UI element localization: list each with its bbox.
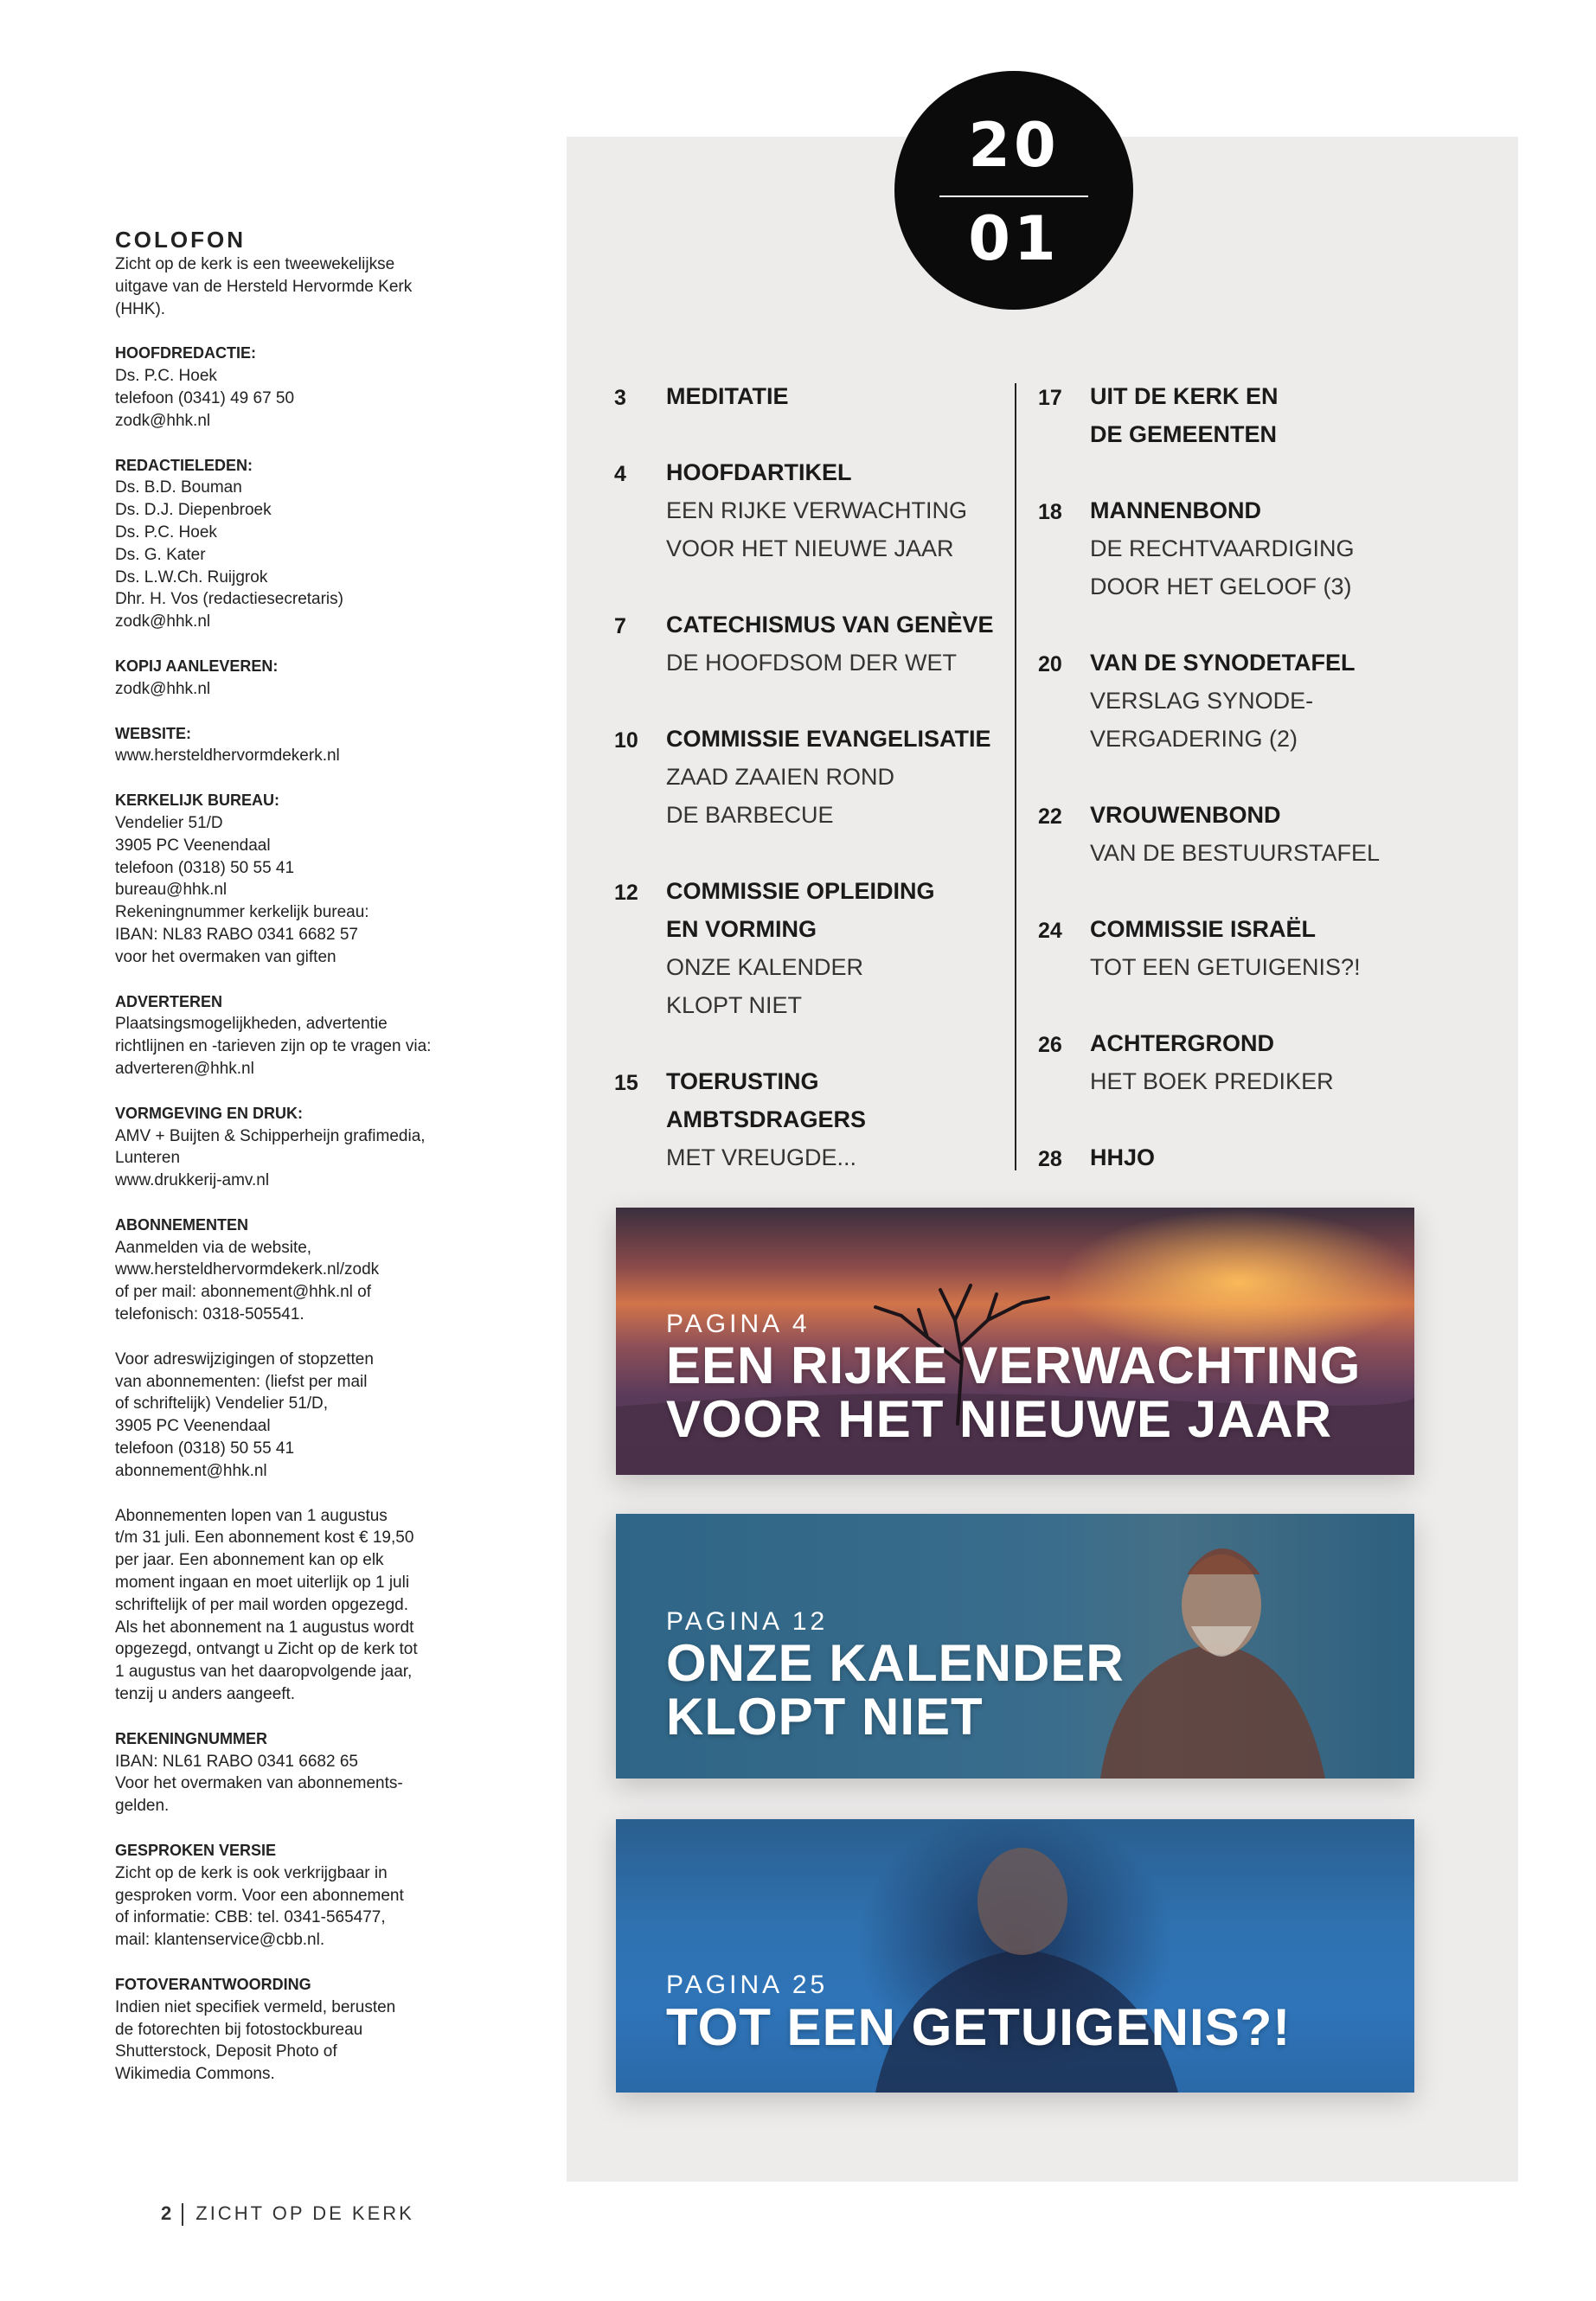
toc-subtitle: EEN RIJKE VERWACHTING [666,497,968,523]
toc-entry[interactable] [611,1062,1017,1176]
toc-divider [1015,383,1016,1170]
toc-page-number: 28 [1038,1147,1062,1171]
toc-entry[interactable] [611,720,1017,834]
toc-subtitle: KLOPT NIET [666,992,803,1018]
colofon-hoofdredactie: HOOFDREDACTIE: Ds. P.C. Hoek telefoon (0341) 49 67 50 zodk@hhk.nl [115,344,295,430]
toc-page-number: 20 [1038,652,1062,676]
toc-title: UIT DE KERK EN [1090,383,1279,409]
colofon-website: WEBSITE: www.hersteldhervormdekerk.nl [115,724,340,766]
toc-title: VROUWENBOND [1090,802,1281,828]
toc-page-number: 3 [614,386,626,410]
toc-entry[interactable] [611,453,1017,567]
toc-title: TOERUSTING [666,1068,819,1094]
toc-entry[interactable] [1035,1138,1450,1176]
toc-right-column [1035,377,1450,1176]
toc-subtitle: VAN DE BESTUURSTAFEL [1090,840,1381,866]
toc-page-number: 26 [1038,1033,1062,1057]
toc-page-number: 12 [614,881,638,905]
issue-year: 20 [968,110,1060,181]
toc-subtitle: VOOR HET NIEUWE JAAR [666,535,954,561]
toc-page-number: 22 [1038,804,1062,829]
toc-title: DE GEMEENTEN [1090,421,1278,447]
toc-title: CATECHISMUS VAN GENÈVE [666,612,994,638]
toc-subtitle: ONZE KALENDER [666,954,864,980]
page-footer [161,2202,414,2226]
colofon-gesproken-versie: GESPROKEN VERSIE Zicht op de kerk is ook verkrijgbaar in gesproken vorm. Voor een abonnement of informatie: CBB: tel. 0341-565477, mail: klantenservice@cbb.nl. [115,1842,404,1950]
banner-page-label: PAGINA 4 [666,1310,811,1338]
toc-title: HHJO [1090,1144,1156,1170]
colofon-redactieleden: REDACTIELEDEN: Ds. B.D. Bouman Ds. D.J. Diepenbroek Ds. P.C. Hoek Ds. G. Kater Ds. L.W.Ch. Ruijgrok Dhr. H. Vos (redactiesecretaris) zodk@hhk.nl [115,456,343,631]
toc-subtitle: DE HOOFDSOM DER WET [666,650,957,676]
banner-headline: ONZE KALENDER KLOPT NIET [666,1634,1125,1746]
toc-title: AMBTSDRAGERS [666,1106,867,1132]
issue-number-badge [894,71,1133,310]
toc-page-number: 18 [1038,500,1062,524]
toc-entry[interactable] [611,606,1017,682]
toc-entry[interactable] [1035,1024,1450,1100]
magazine-title: ZICHT OP DE KERK [195,2202,414,2224]
toc-subtitle: VERSLAG SYNODE- [1090,688,1314,714]
banner-headline: EEN RIJKE VERWACHTING VOOR HET NIEUWE JAAR [666,1336,1362,1448]
colofon-bureau: KERKELIJK BUREAU: Vendelier 51/D 3905 PC Veenendaal telefoon (0318) 50 55 41 bureau@hhk.nl Rekeningnummer kerkelijk bureau: IBAN: NL83 RABO 0341 6682 57 voor het overmaken van giften [115,792,369,966]
colofon-looptijd: Abonnementen lopen van 1 augustus t/m 31 juli. Een abonnement kost € 19,50 per jaar. Een abonnement kan op elk moment ingaan en moet uiterlijk op 1 juli schriftelijk of per mail worden opgezegd. Als het abonnement na 1 augustus wordt opgezegd, ontvangt u Zicht op de kerk tot 1 augustus van het daaropvolgende jaar, tenzij u anders aangeeft. [115,1506,418,1704]
toc-entry[interactable] [1035,377,1450,453]
header-cutout [139,137,567,190]
colofon-vormgeving: VORMGEVING EN DRUK: AMV + Buijten & Schipperheijn grafimedia, Lunteren www.drukkerij-amv.nl [115,1104,426,1190]
colofon-kopij: KOPIJ AANLEVEREN: zodk@hhk.nl [115,657,279,698]
toc-title: EN VORMING [666,916,817,942]
colofon-abonnementen: ABONNEMENTEN Aanmelden via de website, www.hersteldhervormdekerk.nl/zodk of per mail: abonnement@hhk.nl of telefonisch: 0318-505541. [115,1215,380,1324]
feature-banner-page-4[interactable] [616,1208,1414,1475]
toc-page-number: 15 [614,1071,638,1095]
page-number: 2 [161,2202,172,2224]
toc-title: VAN DE SYNODETAFEL [1090,650,1356,676]
toc-subtitle: HET BOEK PREDIKER [1090,1068,1334,1094]
toc-entry[interactable] [611,872,1017,1024]
colofon [115,227,478,2108]
feature-banner-page-25[interactable] [616,1819,1414,2093]
toc-page-number: 17 [1038,386,1062,410]
toc-title: COMMISSIE OPLEIDING [666,878,935,904]
toc-entry[interactable] [611,377,1017,415]
banner-page-label: PAGINA 12 [666,1607,829,1636]
toc-title: HOOFDARTIKEL [666,459,852,485]
toc-page-number: 10 [614,728,638,753]
toc-title: COMMISSIE EVANGELISATIE [666,726,991,752]
footer-separator [182,2203,183,2226]
toc-subtitle: VERGADERING (2) [1090,726,1298,752]
badge-divider [939,195,1088,197]
toc-title: ACHTERGROND [1090,1030,1274,1056]
toc-subtitle: DE BARBECUE [666,802,834,828]
toc-left-column [611,377,1017,1176]
toc-title: MEDITATIE [666,383,789,409]
toc-entry[interactable] [1035,796,1450,872]
toc-page-number: 7 [614,614,626,638]
feature-banner-page-12[interactable] [616,1514,1414,1779]
colofon-title: COLOFON [115,227,246,253]
colofon-adverteren: ADVERTEREN Plaatsingsmogelijkheden, advertentie richtlijnen en -tarieven zijn op te vragen via: adverteren@hhk.nl [115,992,432,1078]
colofon-rekeningnummer: REKENINGNUMMER IBAN: NL61 RABO 0341 6682 65 Voor het overmaken van abonnements- gelden. [115,1729,403,1816]
toc-subtitle: DE RECHTVAARDIGING [1090,535,1355,561]
toc-subtitle: TOT EEN GETUIGENIS?! [1090,954,1361,980]
toc-title: MANNENBOND [1090,497,1261,523]
toc-title: COMMISSIE ISRAËL [1090,916,1317,942]
toc-entry[interactable] [1035,491,1450,606]
toc-page-number: 4 [614,462,626,486]
toc-subtitle: MET VREUGDE... [666,1144,857,1170]
toc-subtitle: DOOR HET GELOOF (3) [1090,574,1352,599]
toc-entry[interactable] [1035,910,1450,986]
banner-headline: TOT EEN GETUIGENIS?! [666,1998,1292,2056]
issue-number: 01 [968,203,1060,274]
colofon-adreswijzigingen: Voor adreswijzigingen of stopzetten van abonnementen: (liefst per mail of schriftelijk) Vendelier 51/D, 3905 PC Veenendaal telefoon (0318) 50 55 41 abonnement@hhk.nl [115,1349,374,1480]
toc-page-number: 24 [1038,919,1062,943]
colofon-fotoverantwoording: FOTOVERANTWOORDING Indien niet specifiek vermeld, berusten de fotorechten bij fotostockbureau Shutterstock, Deposit Photo of Wikimedia Commons. [115,1976,396,2084]
colofon-intro: Zicht op de kerk is een tweewekelijkse uitgave van de Hersteld Hervormde Kerk (HHK). [115,255,413,318]
toc-subtitle: ZAAD ZAAIEN ROND [666,764,895,790]
banner-page-label: PAGINA 25 [666,1971,829,1999]
toc-entry[interactable] [1035,644,1450,758]
